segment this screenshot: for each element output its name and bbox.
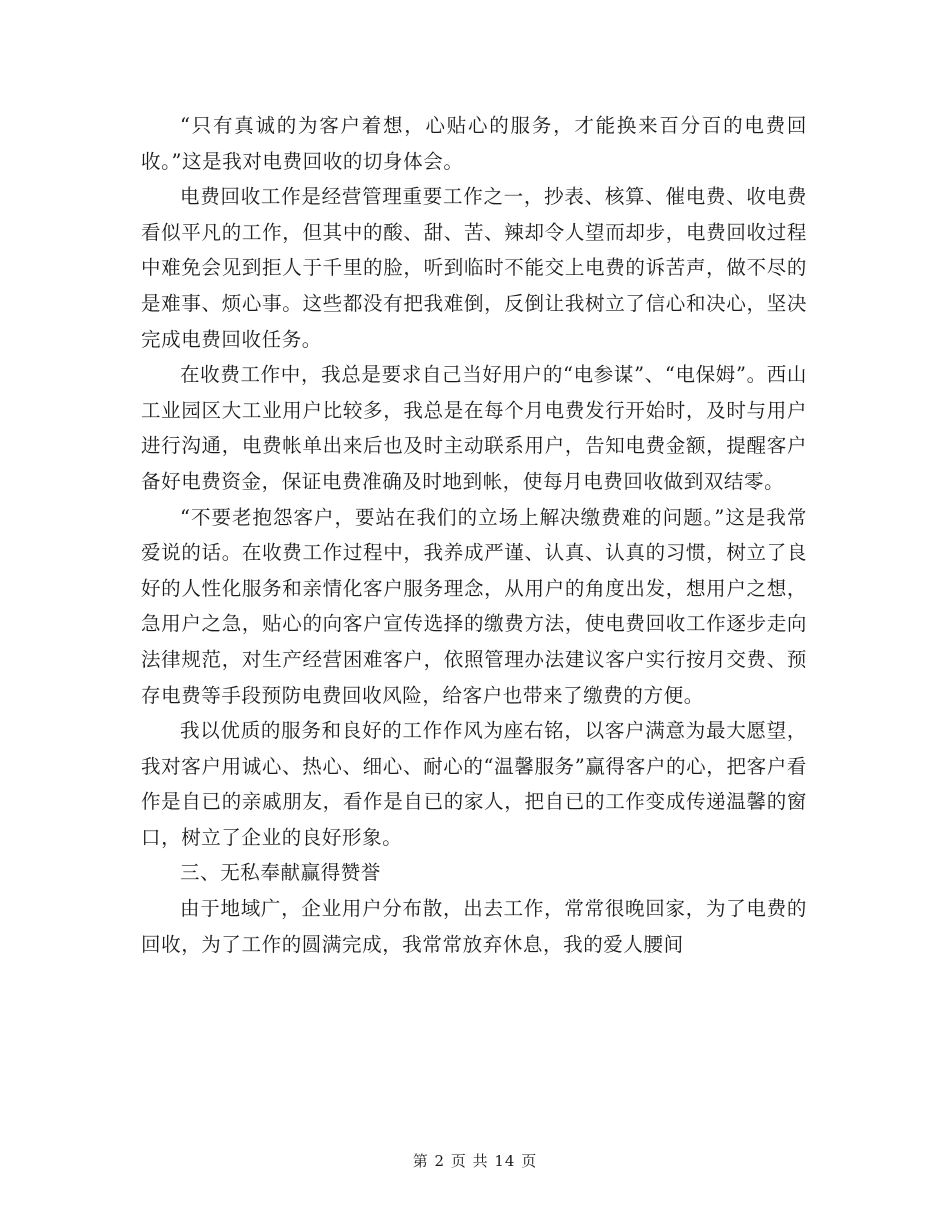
section-heading: 三、无私奉献赢得赞誉 [180,861,382,885]
page-number-footer: 第 2 页 共 14 页 [412,1152,538,1170]
document-body [141,108,807,962]
paragraph-2: 电费回收工作是经营管理重要工作之一，抄表、核算、催电费、收电费看似平凡的工作，但其中的酸、甜、苦、辣却令人望而却步，电费回收过程中难免会见到拒人于千里的脸，听到临时不能交上电费的诉苦声，做不尽的是难事、烦心事。这些都没有把我难倒，反倒让我树立了信心和决心，坚决完成电费回收任务。 [141,185,807,351]
paragraph-5: 我以优质的服务和良好的工作作风为座右铭，以客户满意为最大愿望，我对客户用诚心、热心、细心、耐心的“温馨服务”赢得客户的心，把客户看作是自已的亲戚朋友，看作是自已的家人，把自已的工作变成传递温馨的窗口，树立了企业的良好形象。 [141,719,807,849]
paragraph-4: “不要老抱怨客户，要站在我们的立场上解决缴费难的问题。”这是我常爱说的话。在收费工作过程中，我养成严谨、认真、认真的习惯，树立了良好的人性化服务和亲情化客户服务理念，从用户的角度出发，想用户之想，急用户之急，贴心的向客户宣传选择的缴费方法，使电费回收工作逐步走向法律规范，对生产经营困难客户，依照管理办法建议客户实行按月交费、预存电费等手段预防电费回收风险，给客户也带来了缴费的方便。 [141,505,807,707]
paragraph-3: 在收费工作中，我总是要求自己当好用户的“电参谋”、“电保姆”。西山工业园区大工业用户比较多，我总是在每个月电费发行开始时，及时与用户进行沟通，电费帐单出来后也及时主动联系用户，告知电费金额，提醒客户备好电费资金，保证电费准确及时地到帐，使每月电费回收做到双结零。 [141,363,807,493]
paragraph-1: “只有真诚的为客户着想，心贴心的服务，才能换来百分百的电费回收。”这是我对电费回收的切身体会。 [141,114,807,173]
paragraph-6: 由于地域广，企业用户分布散，出去工作，常常很晚回家，为了电费的回收，为了工作的圆满完成，我常常放弃休息，我的爱人腰间 [141,897,807,956]
